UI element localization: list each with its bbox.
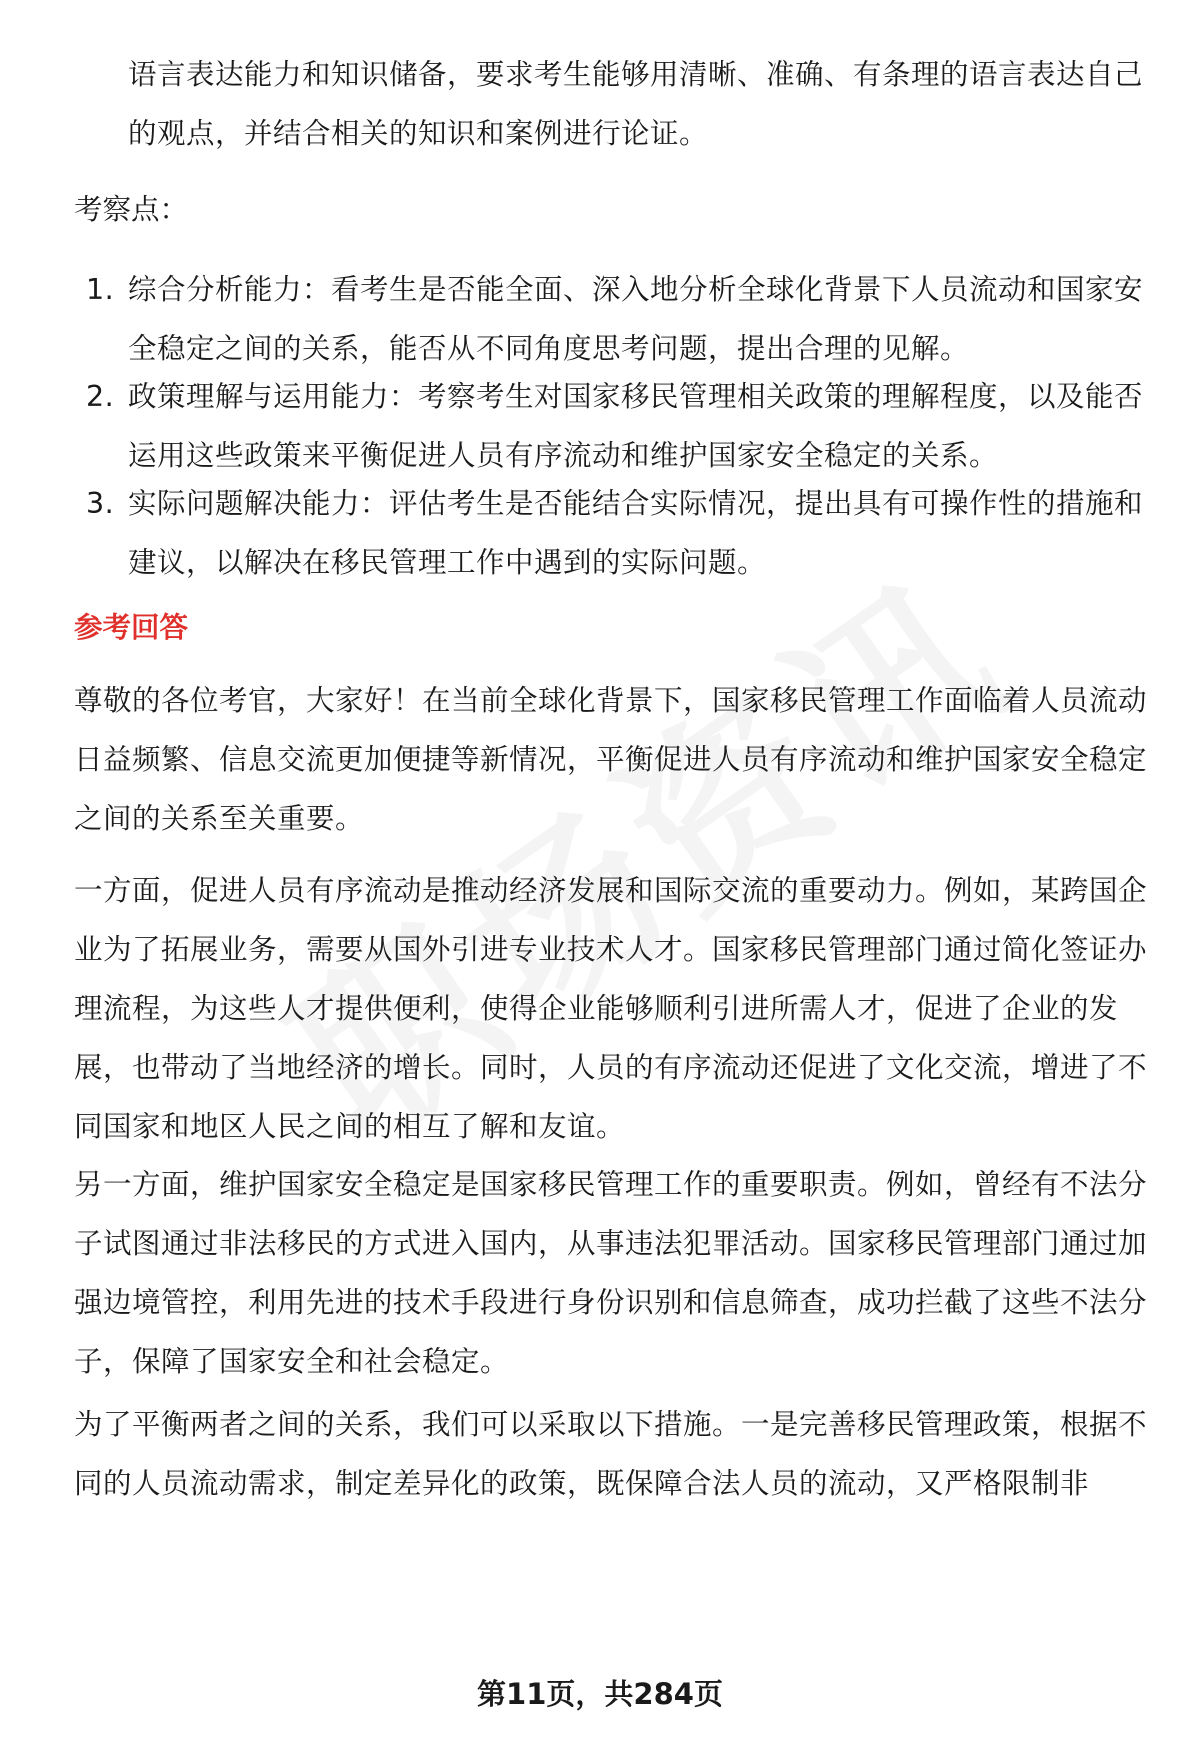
list-number: 2. (86, 380, 115, 413)
page-number-footer: 第11页，共284页 (477, 1677, 723, 1711)
list-text: 实际问题解决能力：评估考生是否能结合实际情况，提出具有可操作性的措施和建议，以解决在移民管理工作中遇到的实际问题。 (128, 487, 1144, 579)
intro-continuation-paragraph: 语言表达能力和知识储备，要求考生能够用清晰、准确、有条理的语言表达自己的观点，并结合相关的知识和案例进行论证。 (128, 58, 1144, 150)
list-text: 综合分析能力：看考生是否能全面、深入地分析全球化背景下人员流动和国家安全稳定之间的关系，能否从不同角度思考问题，提出合理的见解。 (128, 273, 1144, 365)
reference-paragraph: 另一方面，维护国家安全稳定是国家移民管理工作的重要职责。例如，曾经有不法分子试图通过非法移民的方式进入国内，从事违法犯罪活动。国家移民管理部门通过加强边境管控，利用先进的技术手段进行身份识别和信息筛查，成功拦截了这些不法分子，保障了国家安全和社会稳定。 (74, 1168, 1148, 1378)
list-number: 3. (86, 487, 115, 520)
reference-answer-heading: 参考回答 (74, 611, 189, 644)
reference-paragraph: 为了平衡两者之间的关系，我们可以采取以下措施。一是完善移民管理政策，根据不同的人员流动需求，制定差异化的政策，既保障合法人员的流动，又严格限制非 (74, 1408, 1148, 1500)
assessment-list-item (74, 474, 1154, 592)
reference-paragraph: 一方面，促进人员有序流动是推动经济发展和国际交流的重要动力。例如，某跨国企业为了拓展业务，需要从国外引进专业技术人才。国家移民管理部门通过简化签证办理流程，为这些人才提供便利，使得企业能够顺利引进所需人才，促进了企业的发展，也带动了当地经济的增长。同时，人员的有序流动还促进了文化交流，增进了不同国家和地区人民之间的相互了解和友谊。 (74, 874, 1148, 1143)
assessment-list-item (74, 260, 1154, 378)
list-text: 政策理解与运用能力：考察考生对国家移民管理相关政策的理解程度，以及能否运用这些政策来平衡促进人员有序流动和维护国家安全稳定的关系。 (128, 380, 1144, 472)
assessment-list-item (74, 367, 1154, 485)
assessment-label: 考察点： (74, 193, 189, 226)
list-number: 1. (86, 273, 115, 306)
reference-paragraph: 尊敬的各位考官，大家好！在当前全球化背景下，国家移民管理工作面临着人员流动日益频繁、信息交流更加便捷等新情况，平衡促进人员有序流动和维护国家安全稳定之间的关系至关重要。 (74, 684, 1148, 835)
